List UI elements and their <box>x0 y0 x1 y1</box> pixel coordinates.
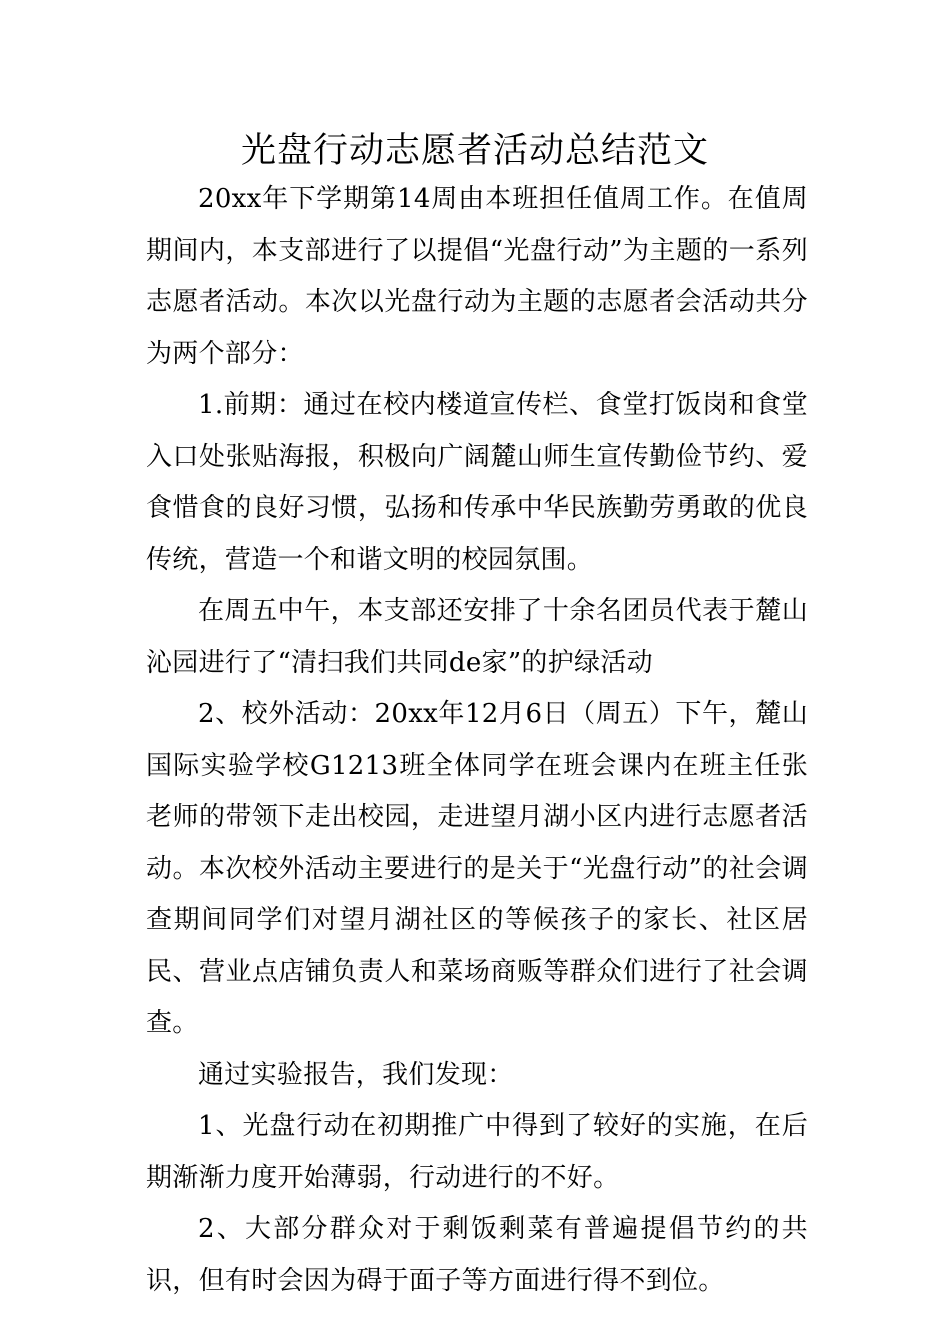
paragraph-early-phase: 1.前期：通过在校内楼道宣传栏、食堂打饭岗和食堂入口处张贴海报，积极向广阔麓山师生宣传勤俭节约、爱食惜食的良好习惯，弘扬和传承中华民族勤劳勇敢的优良传统，营造一个和谐文明的校园氛围。 <box>146 390 808 575</box>
document-body <box>146 174 808 1307</box>
paragraph-intro: 20xx年下学期第14周由本班担任值周工作。在值周期间内，本支部进行了以提倡“光盘行动”为主题的一系列志愿者活动。本次以光盘行动为主题的志愿者会活动共分为两个部分： <box>146 184 808 369</box>
paragraph-findings-intro: 通过实验报告，我们发现： <box>198 1059 514 1090</box>
document-title: 光盘行动志愿者活动总结范文 <box>240 131 709 171</box>
paragraph-outdoor-activity: 2、校外活动：20xx年12月6日（周五）下午，麓山国际实验学校G1213班全体同学在班会课内在班主任张老师的带领下走出校园，走进望月湖小区内进行志愿者活动。本次校外活动主要进行的是关于“光盘行动”的社会调查期间同学们对望月湖社区的等候孩子的家长、社区居民、营业点店铺负责人和菜场商贩等群众们进行了社会调查。 <box>146 699 808 1038</box>
paragraph-finding-1: 1、光盘行动在初期推广中得到了较好的实施，在后期渐渐力度开始薄弱，行动进行的不好。 <box>146 1111 808 1193</box>
paragraph-finding-2: 2、大部分群众对于剩饭剩菜有普遍提倡节约的共识，但有时会因为碍于面子等方面进行得不到位。 <box>146 1214 808 1296</box>
paragraph-friday-activity: 在周五中午，本支部还安排了十余名团员代表于麓山沁园进行了“清扫我们共同de家”的护绿活动 <box>146 596 808 678</box>
